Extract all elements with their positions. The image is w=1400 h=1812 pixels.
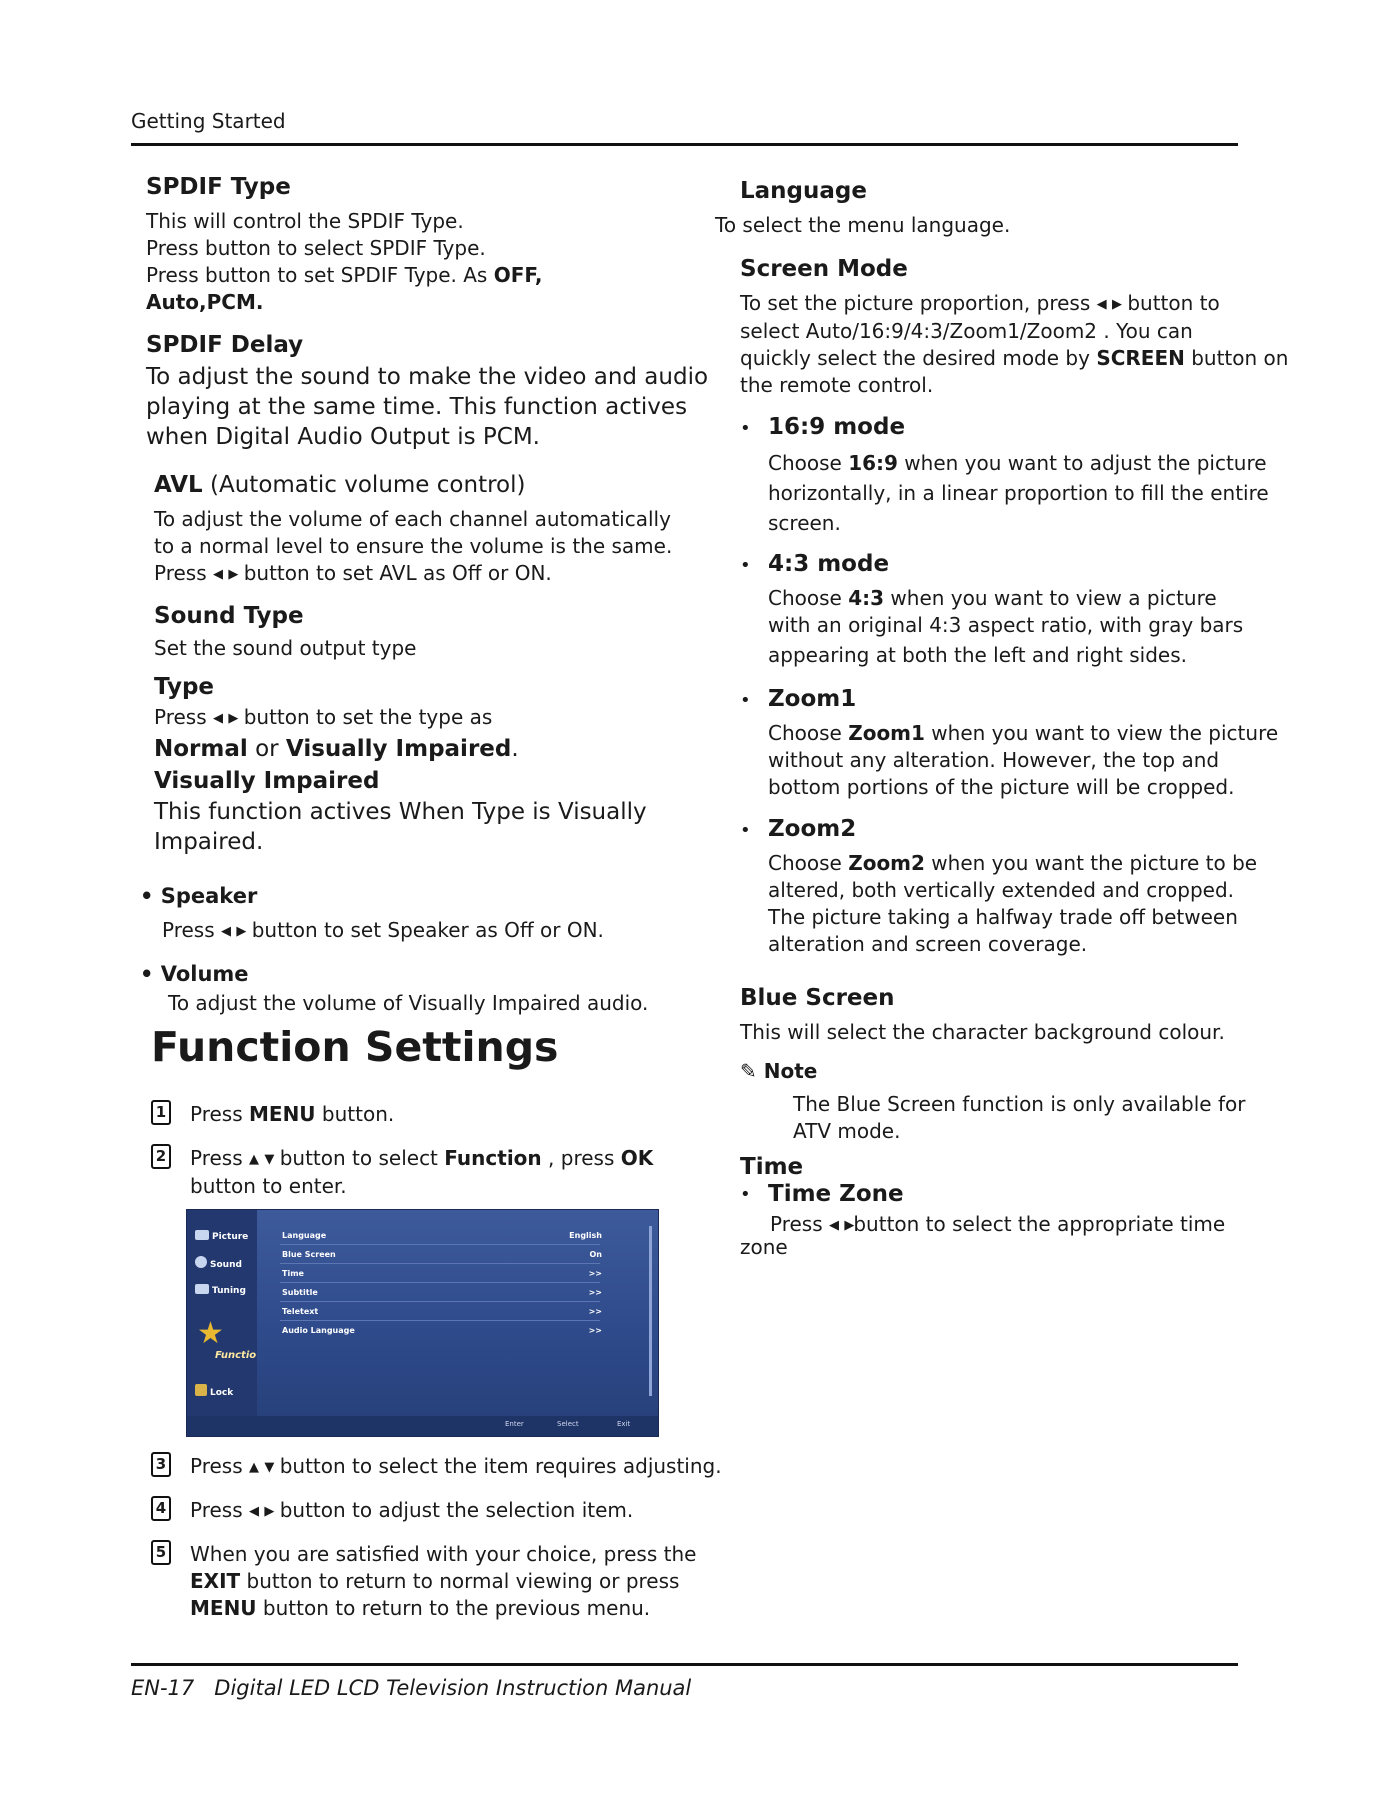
bullet-icon: • (140, 884, 161, 908)
language-line1: To select the menu language. (715, 213, 1011, 237)
type-section (154, 674, 214, 700)
avl-line2: to a normal level to ensure the volume is the same. (154, 534, 673, 558)
tv-row-subtitle-value: >> (588, 1288, 602, 1297)
spdif-type-line3a: Press button to set SPDIF Type. As (146, 263, 494, 287)
time-zone-body-2 (740, 1236, 788, 1258)
spdif-type-line4: Auto,PCM. (146, 290, 264, 314)
sound-icon (195, 1256, 207, 1268)
avl-title-rest: (Automatic volume control) (202, 472, 526, 498)
step-1-c: button. (315, 1102, 395, 1126)
type-vi: Visually Impaired (285, 736, 512, 762)
volume-line1: To adjust the volume of Visually Impaired audio. (168, 991, 649, 1015)
step-2-text (190, 1145, 653, 1200)
speaker-title: Speaker (160, 884, 258, 908)
up-arrow-icon: ▲ (249, 1152, 259, 1167)
volume-title: Volume (160, 962, 249, 986)
blue-screen-section (740, 985, 895, 1011)
zoom2-l1c: when you want the picture to be (924, 851, 1258, 875)
step-3-a: Press (190, 1454, 243, 1478)
spdif-type-title: SPDIF Type (146, 174, 291, 200)
bullet-icon: • (740, 690, 751, 711)
step-3-b: button to select the item requires adjusting. (279, 1454, 722, 1478)
tv-row-teletext-label: Teletext (282, 1307, 319, 1316)
zoom2-body (768, 850, 1257, 958)
tv-row-divider (280, 1244, 600, 1245)
step-2-f: button to enter. (190, 1174, 347, 1198)
avl-title-bold: AVL (154, 472, 203, 498)
right-arrow-icon: ▶ (1111, 297, 1122, 312)
spdif-delay-body (146, 362, 708, 452)
step-1-a: Press (190, 1102, 249, 1126)
speaker-section (140, 884, 257, 908)
step-5-text (190, 1541, 696, 1622)
bullet-icon: • (740, 1184, 751, 1205)
tv-nav-sound: Sound (195, 1256, 242, 1270)
screen-mode-section (740, 256, 908, 282)
time-zone-body (770, 1213, 1225, 1237)
step-2-a: Press (190, 1146, 243, 1170)
bullet-icon: • (740, 820, 751, 841)
tv-row-bluescreen-label: Blue Screen (282, 1250, 336, 1259)
speaker-line1b: button to set Speaker as Off or ON. (251, 918, 604, 942)
blue-screen-line1: This will select the character background colour. (740, 1020, 1225, 1044)
tv-nav-lock: Lock (195, 1384, 233, 1398)
mode43-l3: appearing at both the left and right sides. (768, 643, 1187, 667)
lock-icon (195, 1384, 207, 1396)
right-arrow-icon: ▶ (264, 1504, 275, 1519)
left-arrow-icon: ◀ (1096, 297, 1107, 312)
zoom2-l3: The picture taking a halfway trade off between (768, 905, 1238, 929)
step-5-number: 5 (151, 1540, 171, 1565)
avl-line3a: Press (154, 561, 207, 585)
spdif-type-section (146, 174, 291, 200)
mode43-l1a: Choose (768, 586, 849, 610)
speaker-body (162, 917, 604, 945)
note-heading (740, 1058, 817, 1085)
step-5-a: When you are satisfied with your choice, press the (190, 1542, 697, 1566)
zoom1-body (768, 720, 1278, 801)
screen-mode-body (740, 290, 1288, 399)
left-arrow-icon: ◀ (221, 924, 231, 939)
tv-row-bluescreen-value: On (589, 1250, 602, 1259)
tv-nav-tuning: Tuning (195, 1284, 246, 1296)
avl-body (154, 506, 672, 588)
step-2-number: 2 (151, 1144, 171, 1169)
vi-line1: This function actives When Type is Visually (154, 799, 647, 825)
tv-row-divider (280, 1320, 600, 1321)
zoom2-section (768, 816, 856, 842)
zoom2-l4: alteration and screen coverage. (768, 932, 1088, 956)
right-arrow-icon: ▶ (844, 1218, 855, 1233)
spdif-type-line3b: OFF, (493, 263, 543, 287)
tv-row-subtitle-label: Subtitle (282, 1288, 318, 1297)
mode169-l1c: when you want to adjust the picture (897, 451, 1267, 475)
picture-icon (195, 1230, 209, 1240)
tv-row-time-value: >> (588, 1269, 602, 1278)
step-4-b: button to adjust the selection item. (279, 1498, 634, 1522)
zoom1-l1b: Zoom1 (848, 721, 925, 745)
note-title: Note (763, 1059, 818, 1083)
zoom2-l2: altered, both vertically extended and cropped. (768, 878, 1234, 902)
visually-impaired-section (154, 768, 379, 794)
tv-row-divider (280, 1263, 600, 1264)
blue-screen-title: Blue Screen (740, 985, 895, 1011)
tuning-icon (195, 1284, 209, 1294)
speaker-line1a: Press (162, 918, 215, 942)
step-3-text (190, 1453, 722, 1481)
zoom1-l3: bottom portions of the picture will be cropped. (768, 775, 1235, 799)
language-section (740, 178, 867, 204)
pencil-icon: ✎ (740, 1059, 764, 1083)
type-or: or (247, 736, 286, 762)
type-normal: Normal (154, 736, 248, 762)
screen-mode-title: Screen Mode (740, 256, 908, 282)
mode169-l1b: 16:9 (848, 451, 898, 475)
left-arrow-icon: ◀ (829, 1218, 839, 1233)
function-settings-title: Function Settings (151, 1023, 559, 1071)
mode43-title: 4:3 mode (768, 551, 890, 577)
spdif-type-line2: Press button to select SPDIF Type. (146, 236, 486, 260)
step-5-exit: EXIT (190, 1569, 241, 1593)
screen-mode-line3c: button on (1184, 346, 1289, 370)
sound-type-line1: Set the sound output type (154, 636, 417, 660)
bullet-icon: • (140, 962, 161, 986)
time-section (740, 1154, 803, 1180)
left-arrow-icon: ◀ (213, 567, 223, 582)
step-5-c: button to return to normal viewing or press (240, 1569, 680, 1593)
step-4-number: 4 (151, 1496, 171, 1521)
zoom1-l1c: when you want to view the picture (924, 721, 1279, 745)
spdif-delay-title: SPDIF Delay (146, 332, 304, 358)
spdif-type-line1: This will control the SPDIF Type. (146, 209, 464, 233)
screen-mode-line2: select Auto/16:9/4:3/Zoom1/Zoom2 . You can (740, 319, 1193, 343)
screen-mode-line4: the remote control. (740, 373, 934, 397)
spdif-delay-line3: when Digital Audio Output is PCM. (146, 424, 540, 450)
time-title: Time (740, 1154, 804, 1180)
screen-mode-line1b: button to (1127, 291, 1220, 315)
time-zone-line1b: button to select the appropriate time (853, 1212, 1226, 1236)
mode43-l1c: when you want to view a picture (884, 586, 1217, 610)
screen-mode-line3a: quickly select the desired mode by (740, 346, 1097, 370)
spdif-type-body (146, 208, 542, 316)
tv-row-divider (280, 1282, 600, 1283)
avl-line1: To adjust the volume of each channel automatically (154, 507, 671, 531)
right-arrow-icon: ▶ (228, 711, 239, 726)
zoom2-l1a: Choose (768, 851, 849, 875)
sound-type-section (154, 603, 304, 629)
type-line1a: Press (154, 705, 207, 729)
step-1-menu: MENU (249, 1102, 316, 1126)
zoom1-title: Zoom1 (768, 686, 857, 712)
blue-screen-body (740, 1019, 1225, 1046)
type-body (154, 704, 519, 764)
zoom2-title: Zoom2 (768, 816, 857, 842)
sound-type-title: Sound Type (154, 603, 304, 629)
tv-nav-function: Functio (215, 1350, 257, 1361)
down-arrow-icon: ▼ (264, 1152, 275, 1167)
tv-row-audio-language-label: Audio Language (282, 1326, 355, 1335)
vi-line2: Impaired. (154, 829, 264, 855)
zoom2-l1b: Zoom2 (848, 851, 925, 875)
right-arrow-icon: ▶ (236, 924, 247, 939)
vi-title: Visually Impaired (154, 768, 380, 794)
mode43-body (768, 585, 1243, 669)
avl-line3b: button to set AVL as Off or ON. (243, 561, 552, 585)
step-2-d: , press (541, 1146, 621, 1170)
footer-rule (131, 1663, 1238, 1666)
tv-row-divider (280, 1301, 600, 1302)
spdif-delay-section (146, 332, 303, 358)
spdif-delay-line1: To adjust the sound to make the video and audio (146, 364, 709, 390)
mode169-section (768, 414, 905, 440)
step-2-ok: OK (620, 1146, 654, 1170)
mode169-body (768, 448, 1269, 538)
language-body (715, 212, 1010, 239)
left-arrow-icon: ◀ (213, 711, 223, 726)
mode43-l1b: 4:3 (848, 586, 885, 610)
type-line1b: button to set the type as (243, 705, 493, 729)
mode169-l1a: Choose (768, 451, 849, 475)
tv-row-audio-language-value: >> (588, 1326, 602, 1335)
tv-footer-enter: Enter (505, 1420, 524, 1428)
bullet-icon: • (740, 555, 751, 576)
down-arrow-icon: ▼ (264, 1460, 275, 1475)
zoom1-l2: without any alteration. However, the top and (768, 748, 1220, 772)
language-title: Language (740, 178, 867, 204)
type-title: Type (154, 674, 215, 700)
step-2-function: Function (444, 1146, 542, 1170)
zoom1-section (768, 686, 856, 712)
note-line1: The Blue Screen function is only available for (793, 1092, 1246, 1116)
tv-function-menu-screenshot (186, 1209, 659, 1437)
tv-row-language-label: Language (282, 1231, 327, 1240)
tv-scrollbar (649, 1226, 652, 1396)
mode169-l2: horizontally, in a linear proportion to fill the entire (768, 481, 1269, 505)
step-5-e: button to return to the previous menu. (256, 1596, 651, 1620)
mode169-title: 16:9 mode (768, 414, 906, 440)
step-2-b: button to select (279, 1146, 445, 1170)
tv-nav-picture: Picture (195, 1230, 248, 1242)
time-zone-title: Time Zone (768, 1181, 904, 1207)
sound-type-body (154, 635, 416, 662)
time-zone-line2: zone (740, 1235, 788, 1259)
volume-section (140, 962, 249, 986)
bullet-icon: • (740, 418, 751, 439)
avl-section (154, 470, 525, 500)
step-4-a: Press (190, 1498, 243, 1522)
step-1-number: 1 (151, 1100, 171, 1125)
tv-footer-bar (187, 1416, 658, 1436)
zoom1-l1a: Choose (768, 721, 849, 745)
screen-mode-line1a: To set the picture proportion, press (740, 291, 1091, 315)
mode43-l2: with an original 4:3 aspect ratio, with gray bars (768, 613, 1244, 637)
step-1-text (190, 1101, 394, 1128)
mode43-section (768, 551, 889, 577)
note-body (793, 1091, 1245, 1145)
tv-row-teletext-value: >> (588, 1307, 602, 1316)
spdif-delay-line2: playing at the same time. This function actives (146, 394, 688, 420)
function-star-icon: ★ (197, 1316, 224, 1351)
header-rule (131, 143, 1238, 146)
right-arrow-icon: ▶ (228, 567, 239, 582)
step-5-menu: MENU (190, 1596, 257, 1620)
page-footer: EN-17 Digital LED LCD Television Instruction Manual (131, 1676, 692, 1700)
volume-body (168, 990, 648, 1017)
step-4-text (190, 1497, 633, 1525)
time-zone-line1a: Press (770, 1212, 823, 1236)
tv-footer-exit: Exit (617, 1420, 631, 1428)
left-arrow-icon: ◀ (249, 1504, 259, 1519)
tv-row-language-value: English (569, 1231, 602, 1240)
type-period: . (511, 736, 519, 762)
note-line2: ATV mode. (793, 1119, 901, 1143)
tv-footer-select: Select (557, 1420, 579, 1428)
screen-mode-line3b: SCREEN (1096, 346, 1185, 370)
visually-impaired-body (154, 797, 647, 857)
time-zone-section (768, 1181, 904, 1207)
up-arrow-icon: ▲ (249, 1460, 259, 1475)
mode169-l3: screen. (768, 511, 841, 535)
step-3-number: 3 (151, 1452, 171, 1477)
running-header: Getting Started (131, 109, 286, 133)
tv-row-time-label: Time (282, 1269, 304, 1278)
